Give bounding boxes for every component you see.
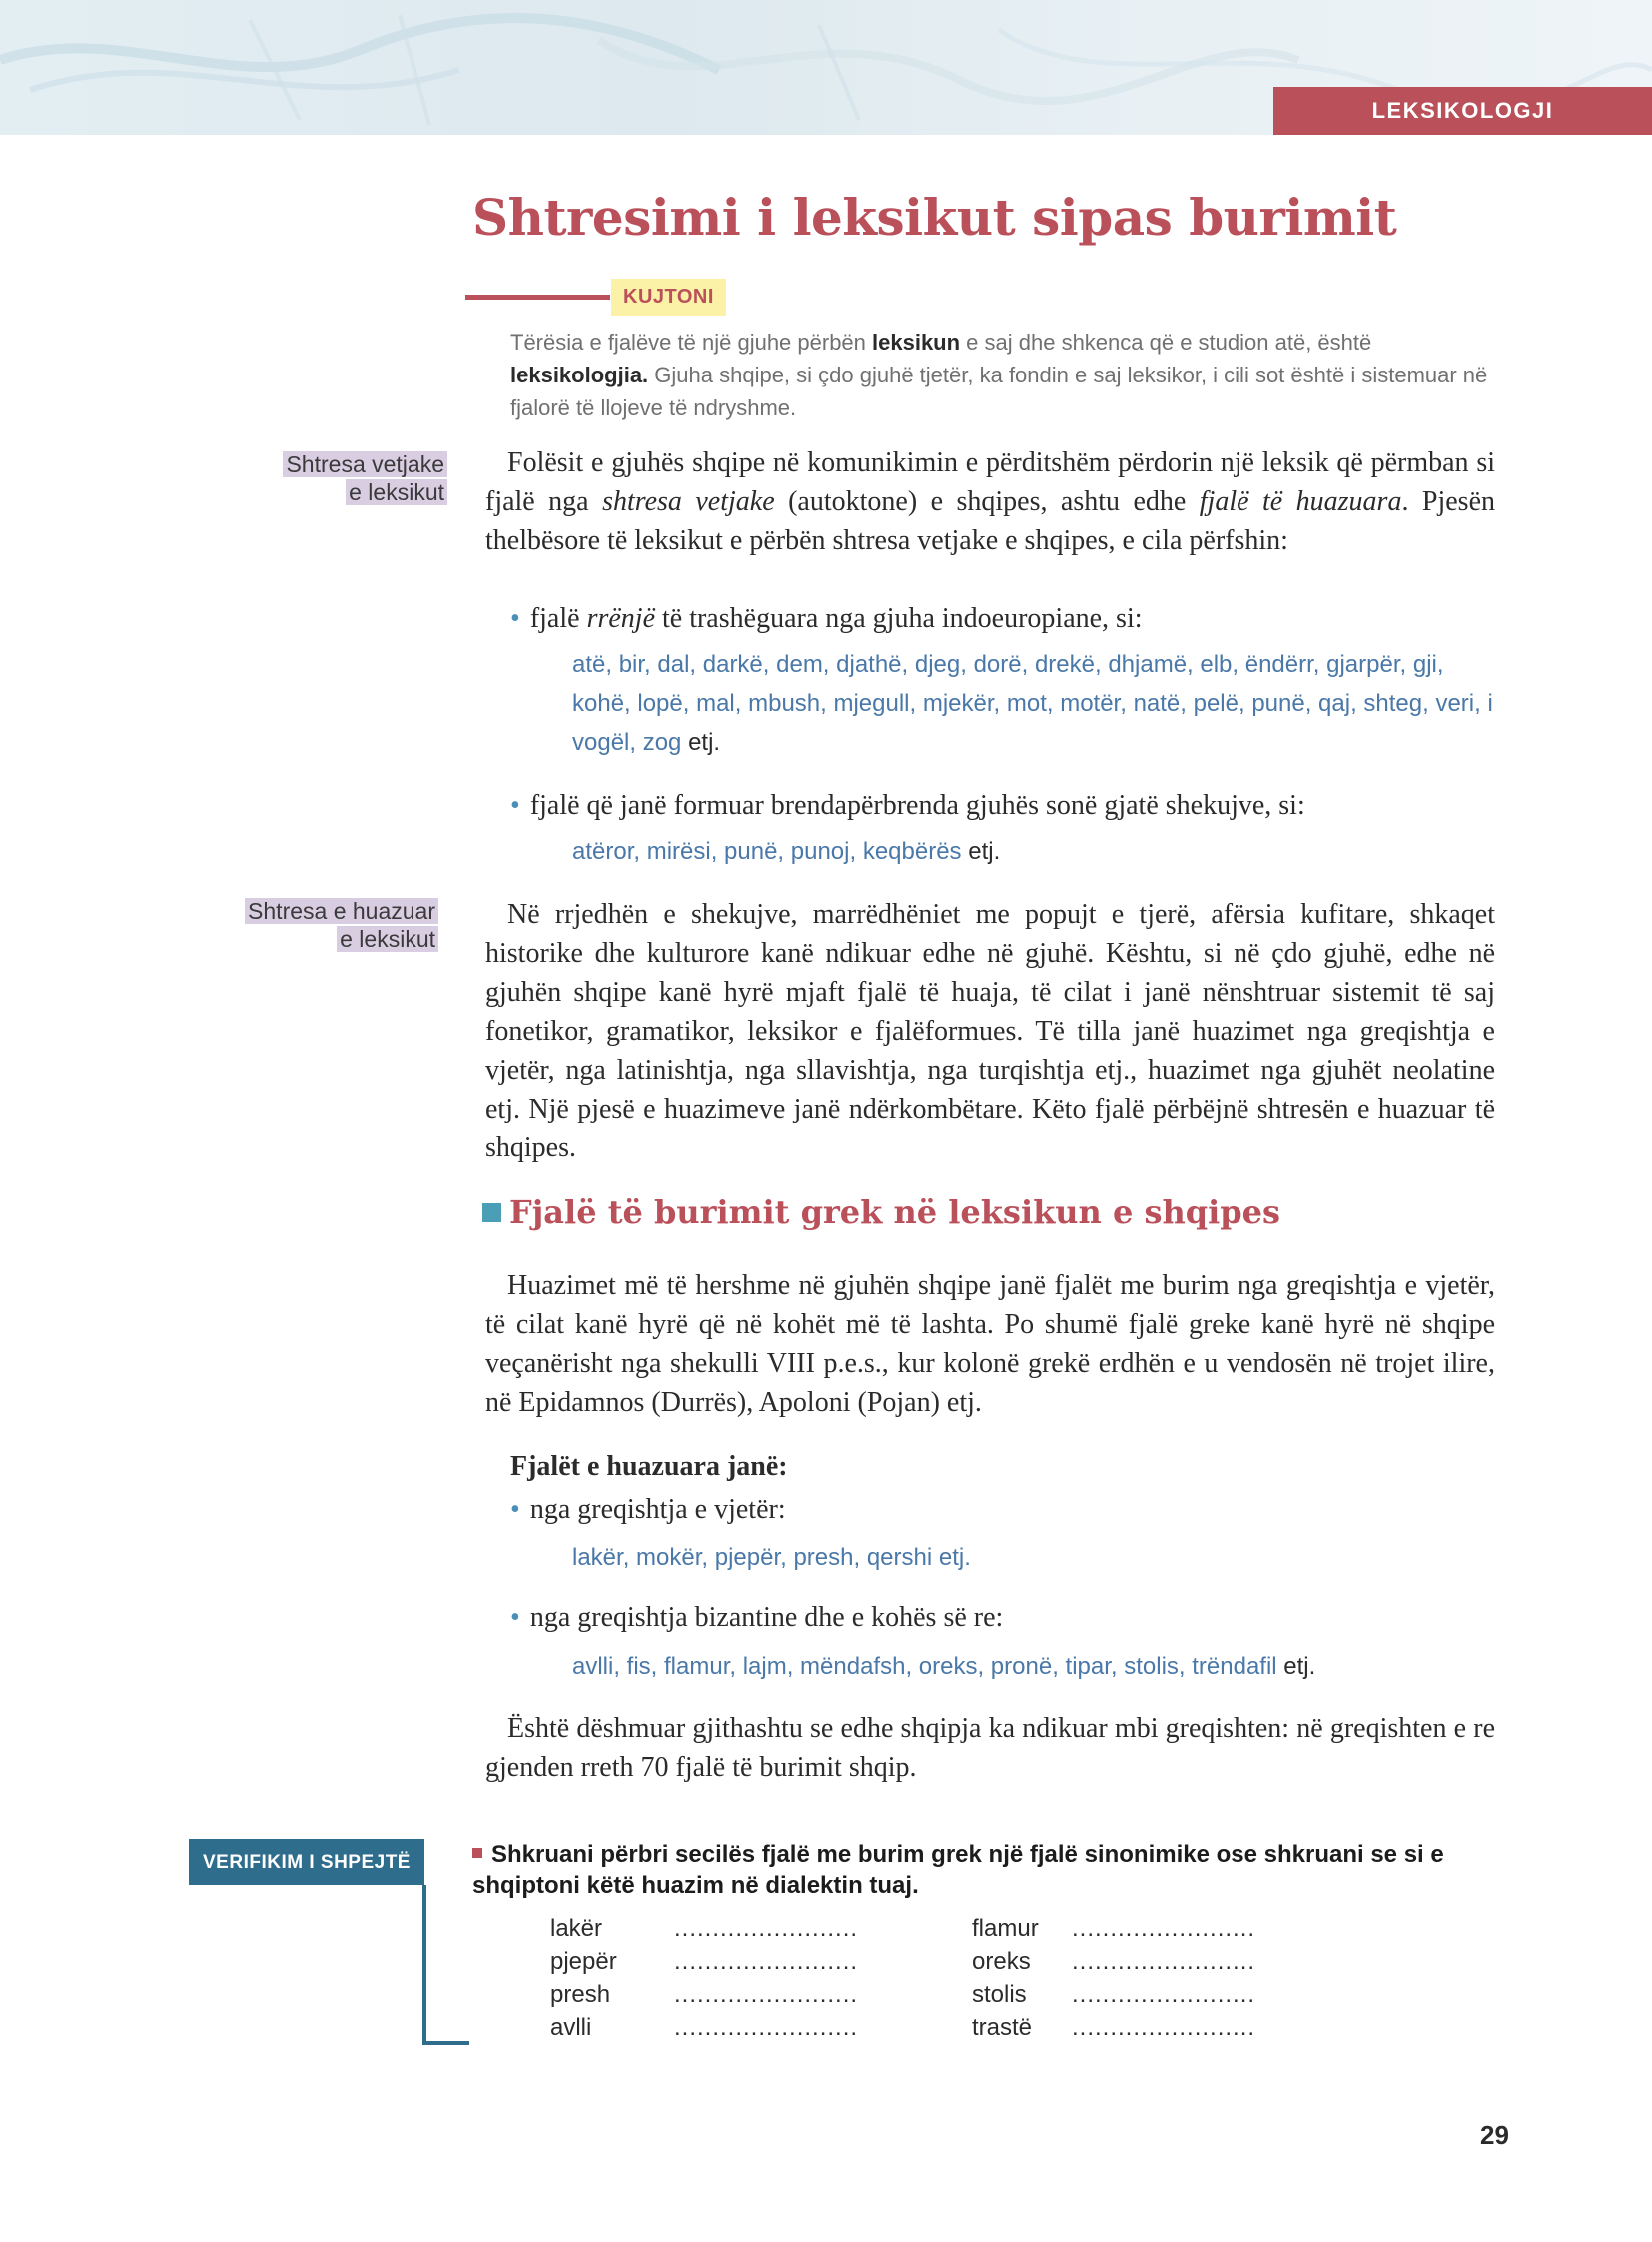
verification-bracket-vertical — [422, 1885, 426, 2045]
exercise-row: avlli ........................ — [550, 2014, 859, 2041]
examples-greqishtja-bizantine: avlli, fis, flamur, lajm, mëndafsh, oreks, pronë, tipar, stolis, trëndafil etj. — [572, 1653, 1316, 1680]
borrowed-words-heading: Fjalët e huazuara janë: — [510, 1451, 788, 1482]
examples-rrenje: atë, bir, dal, darkë, dem, djathë, djeg, dorë, drekë, dhjamë, elb, ëndërr, gjarpër, gji, kohë, lopë, mal, mbush, mjegull, mjekër, mot, motër, natë, pelë, punë, qaj, shteg, veri, i vogël, zog etj. — [572, 651, 1493, 756]
verification-label: VERIFIKIM I SHPEJTË — [189, 1839, 424, 1885]
kujtoni-rule — [465, 295, 610, 300]
page-number: 29 — [1480, 2120, 1509, 2150]
bullet-dot: • — [510, 1494, 520, 1525]
exercise-row: stolis ........................ — [972, 1981, 1256, 2008]
answer-blank[interactable]: ........................ — [674, 1948, 859, 1975]
square-bullet-icon — [482, 1203, 501, 1222]
square-bullet-icon — [472, 1848, 482, 1858]
exercise-row: pjepër ........................ — [550, 1948, 859, 1975]
page-title: Shtresimi i leksikut sipas burimit — [472, 188, 1397, 247]
exercise-left-column — [550, 1912, 858, 2044]
side-label-shtresa-huazuar: Shtresa e huazuar e leksikut — [200, 897, 438, 953]
bullet-dot: • — [510, 790, 520, 821]
side-label-shtresa-vetjake: Shtresa vetjake e leksikut — [230, 450, 447, 506]
exercise-right-column — [972, 1912, 1255, 2044]
exercise-row: trastë ........................ — [972, 2014, 1256, 2041]
paragraph-shtresa-huazuar: Në rrjedhën e shekujve, marrëdhëniet me popujt e tjerë, afërsia kufitare, shkaqet historike dhe kulturore kanë ndikuar edhe në gjuhë. Kështu, si në çdo gjuhë, edhe në gjuhën shqipe kanë hyrë mjaft fjalë të huaja, të cilat i janë nënshtruar sistemit të saj fonetikor, gramatikor, leksikor e fjalëformues. Të tilla janë huazimet nga greqishtja e vjetër, nga latinishtja, nga sllavishtja, nga turqishtja etj., huazimet nga gjuhët neolatine etj. Një pjesë e huazimeve janë ndërkombëtare. Këto fjalë përbëjnë shtresën e huazuar të shqipes. — [485, 899, 1495, 1163]
examples-formuar: atëror, mirësi, punë, punoj, keqbërës etj. — [572, 838, 1001, 865]
answer-blank[interactable]: ........................ — [674, 1981, 859, 2008]
kujtoni-label: KUJTONI — [611, 279, 726, 316]
paragraph-ndikimi-shqip: Është dëshmuar gjithashtu se edhe shqipja ka ndikuar mbi greqishten: në greqishten e re gjenden rreth 70 fjalë të burimit shqip. — [485, 1713, 1495, 1783]
answer-blank[interactable]: ........................ — [674, 1915, 859, 1942]
section-tag: LEKSIKOLOGJI — [1273, 87, 1652, 135]
bullet-fjale-rrenje: • fjalë rrënjë të trashëguara nga gjuha indoeuropiane, si: — [510, 603, 1143, 634]
subheading-burimi-grek — [482, 1193, 1280, 1231]
exercise-row: lakër ........................ — [550, 1915, 859, 1942]
answer-blank[interactable]: ........................ — [1072, 2014, 1256, 2041]
bullet-dot: • — [510, 603, 520, 634]
answer-blank[interactable]: ........................ — [674, 2014, 859, 2041]
kujtoni-note: Tërësia e fjalëve të një gjuhe përbën leksikun e saj dhe shkenca që e studion atë, është leksikologjia. Gjuha shqipe, si çdo gjuhë tjetër, ka fondin e saj leksikor, i cili sot është i sistemuar në fjalorë të llojeve të ndryshme. — [510, 330, 1488, 420]
exercise-row: flamur ........................ — [972, 1915, 1256, 1942]
bullet-fjale-formuar: • fjalë që janë formuar brendapërbrenda gjuhës sonë gjatë shekujve, si: — [510, 790, 1305, 821]
answer-blank[interactable]: ........................ — [1072, 1948, 1256, 1975]
bullet-greqishtja-vjeter: • nga greqishtja e vjetër: — [510, 1494, 786, 1525]
paragraph-huazimet-greke: Huazimet më të hershme në gjuhën shqipe janë fjalët me burim nga greqishtja e vjetër, të cilat kanë hyrë që në kohët më të lashta. Po shumë fjalë greke kanë hyrë në shqipe veçanërisht nga shekulli VIII p.e.s., kur kolonë grekë erdhën e u vendosën në trojet ilire, në Epidamnos (Durrës), Apoloni (Pojan) etj. — [485, 1270, 1495, 1418]
verification-task: Shkruani përbri secilës fjalë me burim grek një fjalë sinonimike ose shkruani se si e shqiptoni këtë huazim në dialektin tuaj. — [472, 1841, 1444, 1899]
paragraph-shtresa-vetjake: Folësit e gjuhës shqipe në komunikimin e përditshëm përdorin një leksik që përmban si fjalë nga shtresa vetjake (autoktone) e shqipes, ashtu edhe fjalë të huazuara. Pjesën thelbësore të leksikut e përbën shtresa vetjake e shqipes, e cila përfshin: — [485, 447, 1496, 556]
subheading-text: Fjalë të burimit grek në leksikun e shqipes — [509, 1193, 1280, 1231]
bullet-dot: • — [510, 1602, 520, 1633]
verification-bracket-horizontal — [422, 2041, 469, 2045]
examples-greqishtja-vjeter: lakër, mokër, pjepër, presh, qershi etj. — [572, 1544, 971, 1571]
answer-blank[interactable]: ........................ — [1072, 1915, 1256, 1942]
answer-blank[interactable]: ........................ — [1072, 1981, 1256, 2008]
bullet-greqishtja-bizantine: • nga greqishtja bizantine dhe e kohës së re: — [510, 1602, 1004, 1633]
exercise-row: oreks ........................ — [972, 1948, 1256, 1975]
exercise-row: presh ........................ — [550, 1981, 859, 2008]
